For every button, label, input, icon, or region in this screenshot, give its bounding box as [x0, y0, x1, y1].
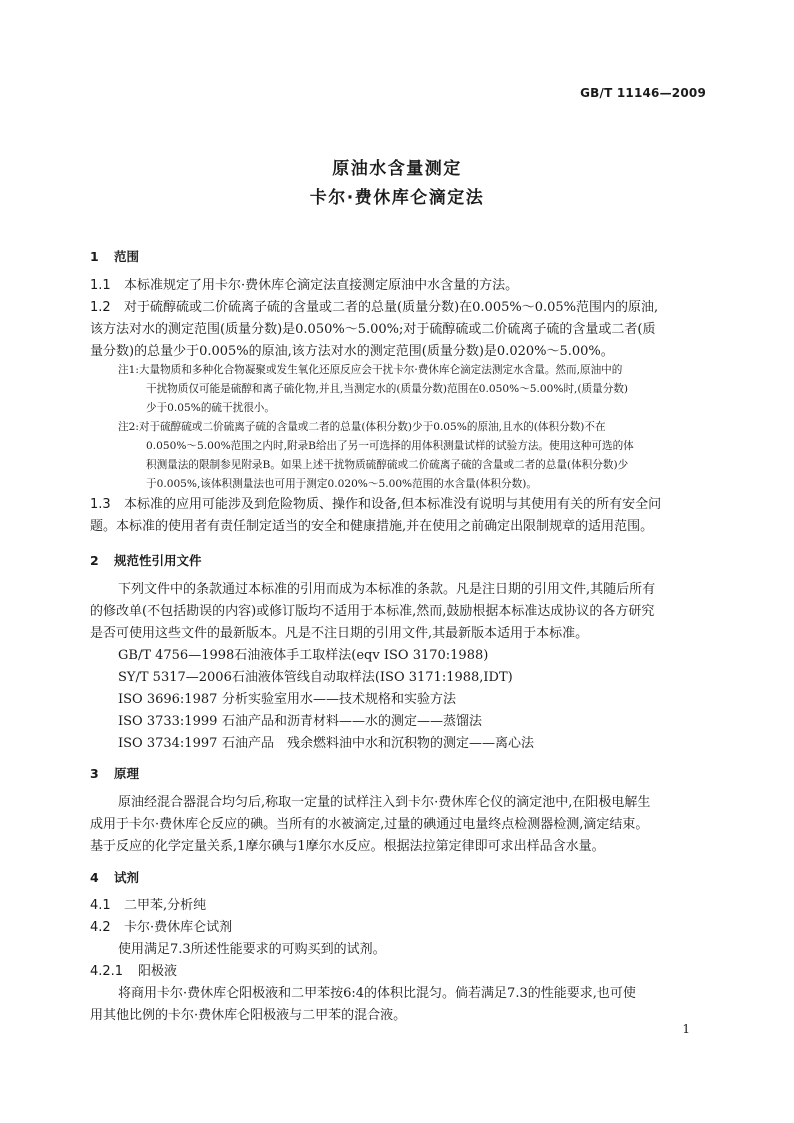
reference-item	[118, 689, 456, 711]
clause-number: 1.1	[90, 278, 111, 293]
clause-1-3-line2: 题。本标准的使用者有责任制定适当的安全和健康措施,并在使用之前确定出限制规章的适用范围。	[90, 519, 654, 534]
reference-item	[118, 667, 513, 689]
note-1-line2: 干扰物质仅可能是硫醇和离子硫化物,并且,当测定水的(质量分数)范围在0.050%～5.00%时,(质量分数)	[146, 383, 629, 395]
reference-code: SY/T 5317—2006	[118, 670, 232, 685]
section-3-heading	[90, 764, 139, 782]
clause-1-2-line2: 该方法对水的测定范围(质量分数)是0.050%～5.00%;对于硫醇硫或二价硫离子硫的含量或二者(质	[90, 322, 656, 337]
reference-title: 石油液体管线自动取样法(ISO 3171:1988,IDT)	[231, 670, 513, 685]
section-3-para-line2: 成用于卡尔·费休库仑反应的碘。当所有的水被滴定,过量的碘通过电量终点检测器检测,滴定结束。	[90, 817, 649, 832]
section-2-para-line2: 的修改单(不包括勘误的内容)或修订版均不适用于本标准,然而,鼓励根据本标准达成协议的各方研究	[90, 604, 655, 619]
clause-number: 4.2	[90, 920, 111, 935]
doc-title-line1: 原油水含量测定	[332, 159, 462, 179]
section-number: 1	[90, 249, 99, 264]
note-1-line1: 注1:大量物质和多种化合物凝聚或发生氧化还原反应会干扰卡尔·费休库仑滴定法测定水含量。然而,原油中的	[118, 364, 623, 376]
clause-4-1	[90, 895, 206, 917]
section-1-heading	[90, 247, 139, 265]
note-2-line4: 于0.005%,该体积测量法也可用于测定0.020%～5.00%范围的水含量(体积分数)。	[146, 478, 537, 490]
clause-text: 本标准规定了用卡尔·费休库仑滴定法直接测定原油中水含量的方法。	[124, 278, 519, 293]
section-title: 原理	[114, 766, 140, 781]
reference-code: ISO 3733:1999	[118, 714, 218, 729]
clause-text: 阳极液	[138, 964, 178, 979]
page-number: 1	[682, 1022, 690, 1036]
clause-number: 4.2.1	[90, 964, 124, 979]
clause-number: 1.2	[90, 300, 111, 315]
section-number: 4	[90, 870, 99, 885]
section-title: 范围	[114, 249, 140, 264]
clause-1-3-line1	[90, 494, 661, 516]
section-4-heading	[90, 868, 139, 886]
clause-4-2-1-line1: 将商用卡尔·费休库仑阳极液和二甲苯按6:4的体积比混匀。倘若满足7.3的性能要求,也可使	[118, 986, 636, 1001]
reference-code: ISO 3734:1997	[118, 736, 218, 751]
clause-text: 本标准的应用可能涉及到危险物质、操作和设备,但本标准没有说明与其使用有关的所有安全问	[124, 497, 662, 512]
section-3-para-line3: 基于反应的化学定量关系,1摩尔碘与1摩尔水反应。根据法拉第定律即可求出样品含水量。	[90, 839, 605, 854]
section-title: 试剂	[114, 870, 140, 885]
clause-text: 二甲苯,分析纯	[124, 898, 207, 913]
section-2-para-line1: 下列文件中的条款通过本标准的引用而成为本标准的条款。凡是注日期的引用文件,其随后所有	[118, 582, 656, 597]
clause-1-1	[90, 275, 518, 297]
clause-4-2-1	[90, 961, 177, 983]
reference-item	[118, 645, 488, 667]
clause-4-2	[90, 917, 232, 939]
section-title: 规范性引用文件	[114, 553, 202, 568]
clause-text: 卡尔·费休库仑试剂	[124, 920, 233, 935]
section-number: 3	[90, 766, 99, 781]
reference-title: 石油产品和沥青材料——水的测定——蒸馏法	[222, 714, 483, 729]
section-2-para-line3: 是否可使用这些文件的最新版本。凡是不注日期的引用文件,其最新版本适用于本标准。	[90, 626, 589, 641]
reference-title: 石油产品 残余燃料油中水和沉积物的测定——离心法	[222, 736, 535, 751]
note-2-line1: 注2:对于硫醇硫或二价硫离子硫的含量或二者的总量(体积分数)少于0.05%的原油,且水的(体积分数)不在	[118, 421, 606, 433]
reference-title: 分析实验室用水——技术规格和实验方法	[222, 692, 457, 707]
clause-1-2-line1	[90, 297, 658, 319]
clause-4-2-1-line2: 用其他比例的卡尔·费休库仑阳极液与二甲苯的混合液。	[90, 1008, 407, 1023]
note-1-line3: 少于0.05%的硫干扰很小。	[146, 402, 275, 414]
reference-item	[118, 711, 482, 733]
clause-number: 4.1	[90, 898, 111, 913]
doc-title-line2: 卡尔·费休库仑滴定法	[309, 188, 485, 208]
standard-code: GB/T 11146—2009	[580, 86, 706, 100]
note-2-line2: 0.050%～5.00%范围之内时,附录B给出了另一可选择的用体积测量试样的试验方法。使用这种可选的体	[146, 440, 634, 452]
reference-item	[118, 733, 534, 755]
reference-code: GB/T 4756—1998	[118, 648, 235, 663]
clause-text: 对于硫醇硫或二价硫离子硫的含量或二者的总量(质量分数)在0.005%～0.05%范围内的原油,	[124, 300, 659, 315]
note-2-line3: 积测量法的限制参见附录B。如果上述干扰物质硫醇硫或二价硫离子硫的含量或二者的总量(体积分数)少	[146, 459, 629, 471]
section-3-para-line1: 原油经混合器混合均匀后,称取一定量的试样注入到卡尔·费休库仑仪的滴定池中,在阳极电解生	[118, 795, 651, 810]
clause-4-2-body: 使用满足7.3所述性能要求的可购买到的试剂。	[118, 942, 386, 957]
reference-title: 石油液体手工取样法(eqv ISO 3170:1988)	[234, 648, 489, 663]
clause-number: 1.3	[90, 497, 111, 512]
clause-1-2-line3: 量分数)的总量少于0.005%的原油,该方法对水的测定范围(质量分数)是0.020%～5.00%。	[90, 344, 614, 359]
section-number: 2	[90, 553, 99, 568]
section-2-heading	[90, 551, 202, 569]
reference-code: ISO 3696:1987	[118, 692, 218, 707]
